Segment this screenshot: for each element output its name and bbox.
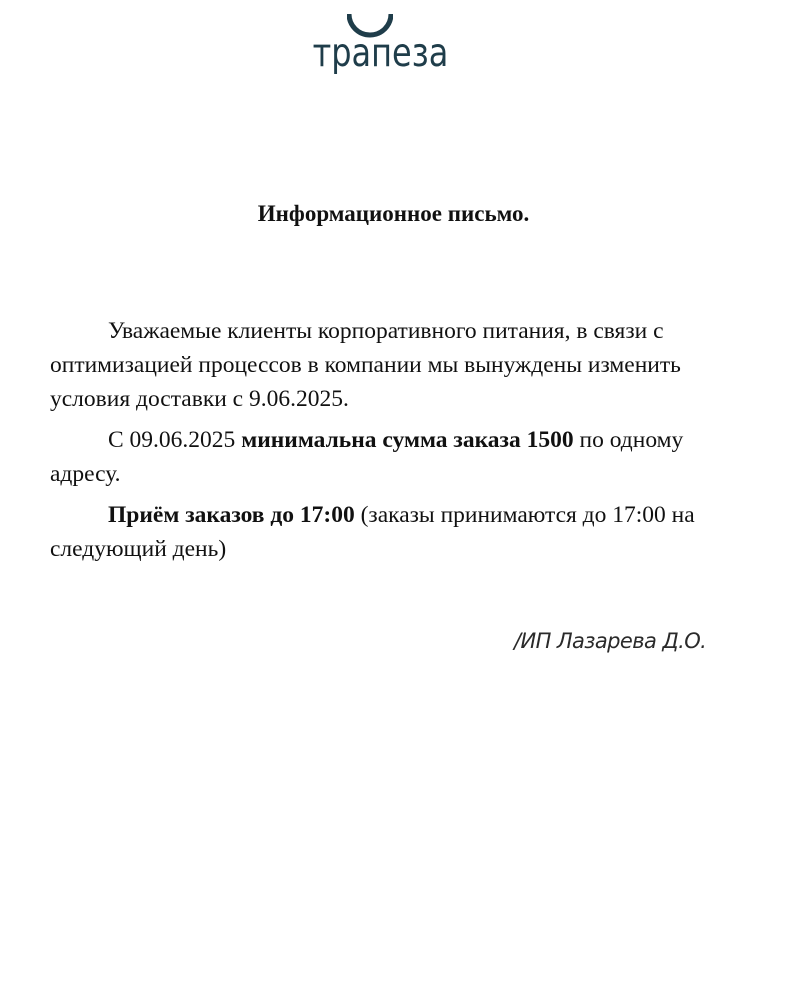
company-logo xyxy=(300,8,449,88)
paragraph-order-deadline xyxy=(50,498,750,566)
min-order-lead: С 09.06.2025 xyxy=(108,427,242,453)
order-deadline-bold: Приём заказов до 17:00 xyxy=(108,502,355,528)
min-order-tail: по одному адресу. xyxy=(50,427,684,487)
signature: /ИП Лазарева Д.О. xyxy=(514,629,707,653)
order-deadline-tail: (заказы принимаются до 17:00 на следующий день) xyxy=(50,502,695,562)
paragraph-intro: Уважаемые клиенты корпоративного питания, в связи с оптимизацией процессов в компании мы вынуждены изменить условия доставки с 9.06.2025. xyxy=(50,318,681,412)
paragraph-min-order xyxy=(50,423,750,491)
letter-body xyxy=(50,314,750,573)
logo-wordmark: трапеза xyxy=(312,31,449,76)
letter-title: Информационное письмо. xyxy=(257,201,530,226)
min-order-amount: минимальна сумма заказа 1500 xyxy=(241,427,574,453)
